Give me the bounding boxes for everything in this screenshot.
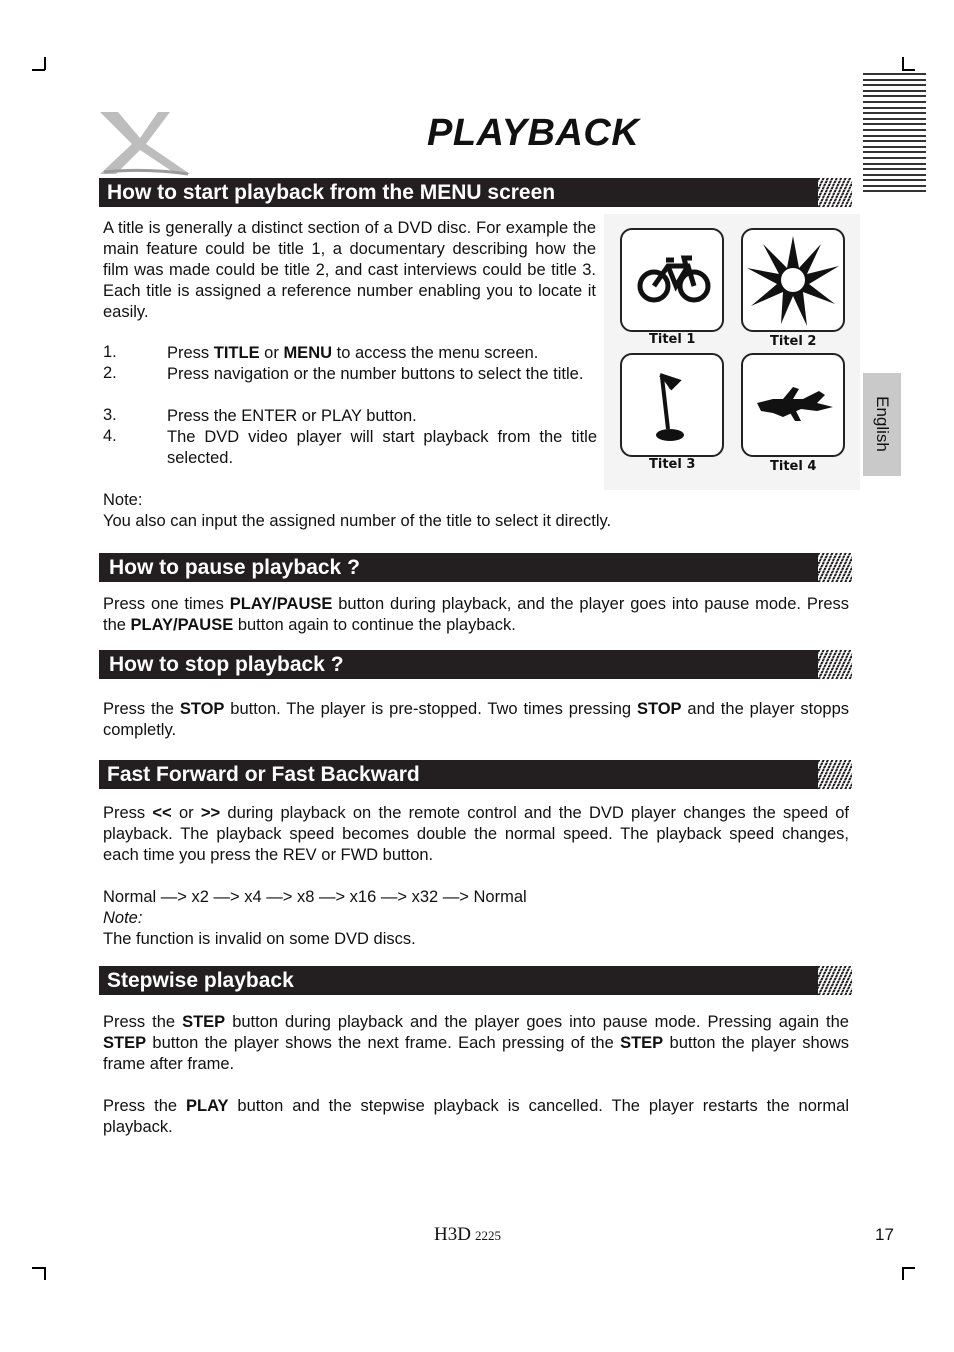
pause-text: Press one times PLAY/PAUSE button during playback, and the player goes into pause mode. Press the PLAY/PAUSE button again to continue the playback. xyxy=(103,595,849,634)
section-heading-label: Stepwise playback xyxy=(107,969,294,992)
footer-model: H3D 2225 xyxy=(434,1224,501,1245)
note-text: You also can input the assigned number of the title to select it directly. xyxy=(103,512,612,530)
step-text: Press the ENTER or PLAY button. xyxy=(167,407,417,425)
section-heading-stepwise xyxy=(99,966,852,995)
section-heading-fast-forward xyxy=(99,760,852,789)
star-burst-icon xyxy=(743,230,843,330)
tile-label: Titel 4 xyxy=(770,459,817,474)
step-number: 4. xyxy=(103,427,117,445)
crop-mark xyxy=(902,1267,904,1280)
section-heading-menu xyxy=(99,178,852,207)
title-tile xyxy=(741,353,845,457)
section-heading-pause xyxy=(99,553,852,582)
step-number: 1. xyxy=(103,343,117,361)
decorative-lines xyxy=(863,73,926,196)
section-heading-label: Fast Forward or Fast Backward xyxy=(107,763,420,786)
note-label: Note: xyxy=(103,909,143,927)
note-label: Note: xyxy=(103,491,143,509)
speed-sequence: Normal —> x2 —> x4 —> x8 —> x16 —> x32 —> Normal xyxy=(103,888,527,906)
tile-label: Titel 3 xyxy=(649,457,696,472)
step-text: The DVD video player will start playback from the title selected. xyxy=(167,428,597,467)
crop-mark xyxy=(902,1267,915,1269)
title-tile xyxy=(620,228,724,332)
stop-text: Press the STOP button. The player is pre-stopped. Two times pressing STOP and the player stopps completly. xyxy=(103,700,849,739)
tile-label: Titel 2 xyxy=(770,334,817,349)
menu-intro: A title is generally a distinct section of a DVD disc. For example the main feature could be title 1, a documentary describing how the film was made could be title 2, and cast interviews could be title 3. Each title is assigned a reference number enabling you to locate it easily. xyxy=(103,219,596,321)
step-text: Press navigation or the number buttons to select the title. xyxy=(167,365,584,383)
stepwise-text-2: Press the PLAY button and the stepwise playback is cancelled. The player restarts the normal playback. xyxy=(103,1097,849,1136)
page-title: PLAYBACK xyxy=(427,112,640,154)
section-heading-label: How to stop playback ? xyxy=(109,653,344,676)
note-text: The function is invalid on some DVD discs. xyxy=(103,930,416,948)
hatch-decoration xyxy=(818,650,852,679)
brand-logo-icon xyxy=(96,108,192,176)
hatch-decoration xyxy=(818,760,852,789)
title-menu-illustration xyxy=(604,214,860,490)
section-heading-label: How to start playback from the MENU screen xyxy=(107,181,556,204)
title-tile xyxy=(620,353,724,457)
hatch-decoration xyxy=(818,966,852,995)
title-tile xyxy=(741,228,845,332)
tile-label: Titel 1 xyxy=(649,332,696,347)
fast-forward-text: Press << or >> during playback on the remote control and the DVD player changes the speed of playback. The playback speed becomes double the normal speed. The playback speed changes, each time you press the REV or FWD button. xyxy=(103,804,849,864)
bicycle-icon xyxy=(622,230,722,330)
section-heading-stop xyxy=(99,650,852,679)
crop-mark xyxy=(902,69,915,71)
hatch-decoration xyxy=(818,553,852,582)
step-number: 2. xyxy=(103,364,117,382)
page-number: 17 xyxy=(875,1225,894,1244)
stepwise-text-1: Press the STEP button during playback and the player goes into pause mode. Pressing again the STEP button the player shows the next frame. Each pressing of the STEP button the player shows frame after frame. xyxy=(103,1013,850,1073)
hatch-decoration xyxy=(818,178,852,207)
crop-mark xyxy=(44,1267,46,1280)
step-text: Press TITLE or MENU to access the menu screen. xyxy=(167,344,539,362)
language-tab xyxy=(863,373,901,476)
flag-stand-icon xyxy=(622,355,722,455)
crop-mark xyxy=(44,57,46,70)
step-number: 3. xyxy=(103,406,117,424)
language-tab-label: English xyxy=(873,396,892,452)
airplane-icon xyxy=(743,355,843,455)
crop-mark xyxy=(902,57,904,70)
section-heading-label: How to pause playback ? xyxy=(109,556,360,579)
